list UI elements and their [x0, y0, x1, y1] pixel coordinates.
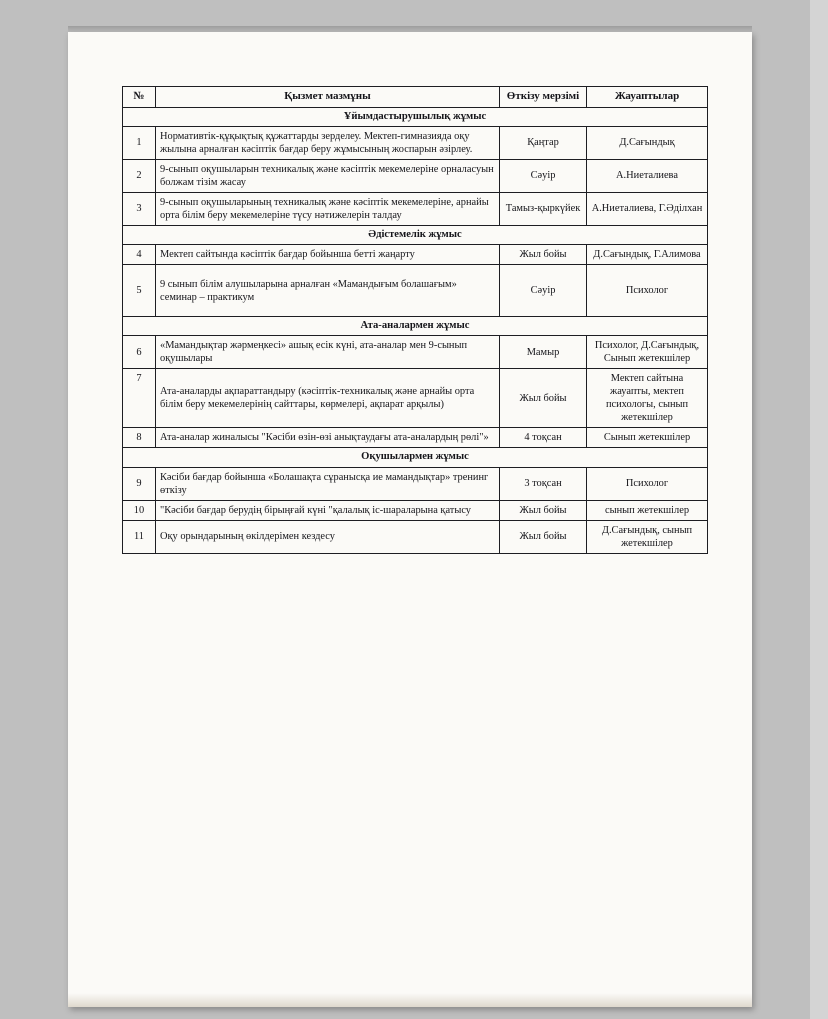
- row-content: «Мамандықтар жәрмеңкесі» ашық есік күні, ата-аналар мен 9-сынып оқушылары: [156, 336, 500, 369]
- row-term: Мамыр: [500, 336, 587, 369]
- row-number: 7: [123, 369, 156, 428]
- row-responsible: Д.Сағындық, сынып жетекшілер: [587, 520, 708, 553]
- row-content: Ата-аналар жиналысы "Кәсіби өзін-өзі анықтаудағы ата-аналардың рөлі"»: [156, 428, 500, 448]
- section-header-row: [123, 225, 708, 244]
- row-content: "Кәсіби бағдар берудің бірыңғай күні "қалалық іс-шараларына қатысу: [156, 500, 500, 520]
- table-row: [123, 192, 708, 225]
- row-responsible: А.Ниеталиева, Г.Әділхан: [587, 192, 708, 225]
- table-row: [123, 467, 708, 500]
- column-header-content: Қызмет мазмұны: [156, 87, 500, 108]
- row-number: 11: [123, 520, 156, 553]
- row-term: Тамыз-қыркүйек: [500, 192, 587, 225]
- column-header-number: №: [123, 87, 156, 108]
- row-number: 4: [123, 245, 156, 265]
- table-header-row: [123, 87, 708, 108]
- row-number: 9: [123, 467, 156, 500]
- row-term: Жыл бойы: [500, 500, 587, 520]
- section-title: Ұйымдастырушылық жұмыс: [123, 107, 708, 126]
- row-term: Сәуір: [500, 159, 587, 192]
- column-header-responsible: Жауаптылар: [587, 87, 708, 108]
- row-number: 10: [123, 500, 156, 520]
- section-title: Әдістемелік жұмыс: [123, 225, 708, 244]
- table-row: [123, 428, 708, 448]
- row-responsible: Д.Сағындық, Г.Алимова: [587, 245, 708, 265]
- row-number: 3: [123, 192, 156, 225]
- row-content: 9-сынып оқушыларының техникалық және кәсіптік мекемелеріне, арнайы орта білім беру мекемелеріне түсу нәтижелерін талдау: [156, 192, 500, 225]
- row-content: 9 сынып білім алушыларына арналған «Мамандығым болашағым» семинар – практикум: [156, 265, 500, 317]
- work-plan-table: [122, 86, 708, 554]
- table-row: [123, 336, 708, 369]
- row-term: Сәуір: [500, 265, 587, 317]
- row-term: 4 тоқсан: [500, 428, 587, 448]
- row-responsible: Психолог: [587, 467, 708, 500]
- row-number: 5: [123, 265, 156, 317]
- row-responsible: Психолог, Д.Сағындық, Сынып жетекшілер: [587, 336, 708, 369]
- section-title: Оқушылармен жұмыс: [123, 448, 708, 467]
- table-row: [123, 520, 708, 553]
- table-row: [123, 369, 708, 428]
- row-term: 3 тоқсан: [500, 467, 587, 500]
- row-responsible: сынып жетекшілер: [587, 500, 708, 520]
- section-header-row: [123, 448, 708, 467]
- row-responsible: Сынып жетекшілер: [587, 428, 708, 448]
- document-page: [68, 32, 752, 1007]
- row-content: Нормативтік-құқықтық құжаттарды зерделеу. Мектеп-гимназияда оқу жылына арналған кәсіптік бағдар беру жұмысының жоспарын әзірлеу.: [156, 126, 500, 159]
- row-content: Ата-аналарды ақпараттандыру (кәсіптік-техникалық және арнайы орта білім беру мекемелерінің сайттары, көрмелері, ақпарат арқылы): [156, 369, 500, 428]
- row-number: 1: [123, 126, 156, 159]
- row-content: 9-сынып оқушыларын техникалық және кәсіптік мекемелеріне орналасуын болжам тізім жасау: [156, 159, 500, 192]
- section-title: Ата-аналармен жұмыс: [123, 317, 708, 336]
- row-responsible: А.Ниеталиева: [587, 159, 708, 192]
- column-header-term: Өткізу мерзімі: [500, 87, 587, 108]
- row-term: Қаңтар: [500, 126, 587, 159]
- table-row: [123, 265, 708, 317]
- section-header-row: [123, 107, 708, 126]
- row-number: 2: [123, 159, 156, 192]
- row-content: Оқу орындарының өкілдерімен кездесу: [156, 520, 500, 553]
- row-responsible: Мектеп сайтына жауапты, мектеп психологы, сынып жетекшілер: [587, 369, 708, 428]
- row-responsible: Д.Сағындық: [587, 126, 708, 159]
- row-term: Жыл бойы: [500, 520, 587, 553]
- row-term: Жыл бойы: [500, 369, 587, 428]
- table-row: [123, 245, 708, 265]
- table-row: [123, 159, 708, 192]
- section-header-row: [123, 317, 708, 336]
- table-row: [123, 500, 708, 520]
- row-term: Жыл бойы: [500, 245, 587, 265]
- row-content: Мектеп сайтында кәсіптік бағдар бойынша бетті жаңарту: [156, 245, 500, 265]
- row-number: 8: [123, 428, 156, 448]
- row-number: 6: [123, 336, 156, 369]
- row-responsible: Психолог: [587, 265, 708, 317]
- table-row: [123, 126, 708, 159]
- row-content: Кәсіби бағдар бойынша «Болашақта сұранысқа ие мамандықтар» тренинг өткізу: [156, 467, 500, 500]
- scan-right-edge: [810, 0, 828, 1019]
